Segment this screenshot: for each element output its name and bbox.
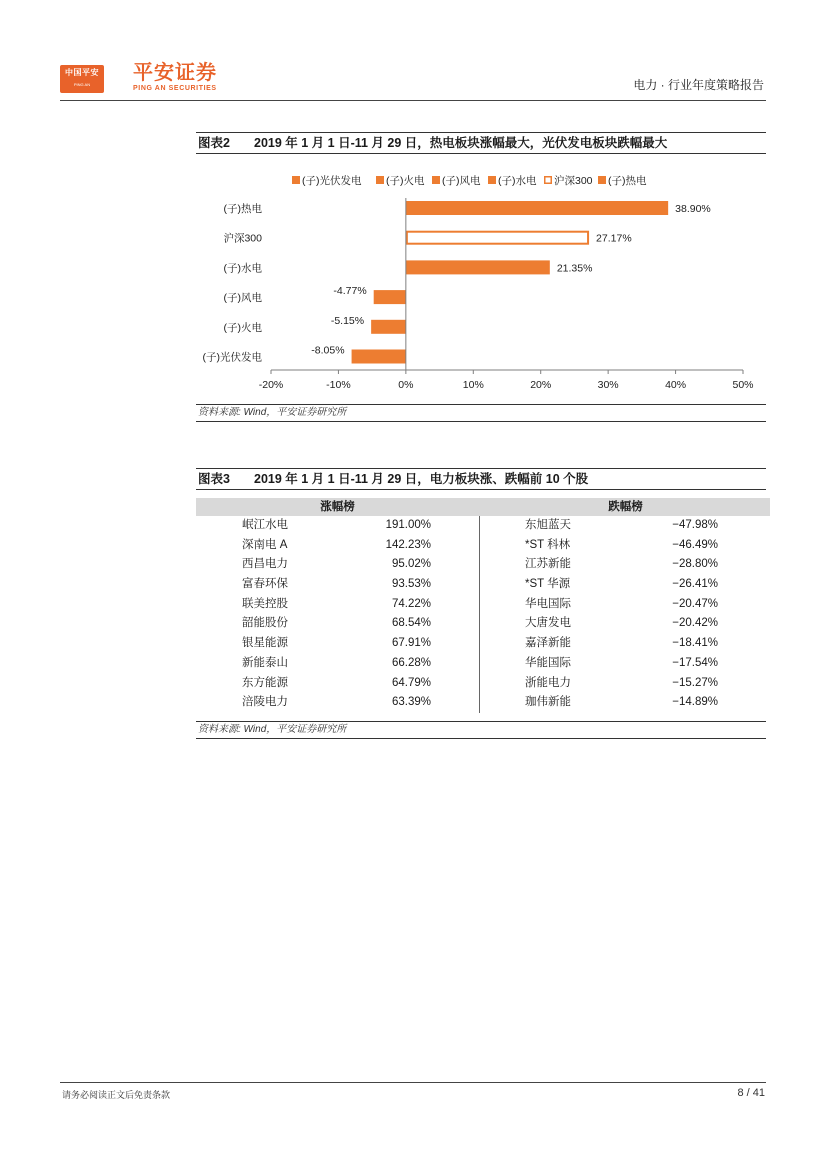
table-row (196, 654, 770, 674)
figure2-title: 2019 年 1 月 1 日-11 月 29 日，热电板块涨幅最大，光伏发电板块跌幅最大 (254, 136, 668, 150)
legend-label: (子)热电 (608, 175, 647, 187)
bar (406, 201, 668, 215)
gainer-name: 富春环保 (242, 578, 288, 591)
category-label: (子)风电 (223, 292, 262, 305)
gainer-change: 74.22% (391, 597, 431, 610)
loser-change: −28.80% (672, 558, 718, 571)
loser-name: 珈伟新能 (525, 696, 571, 709)
loser-name: 嘉泽新能 (525, 637, 571, 650)
category-label: (子)热电 (223, 203, 262, 215)
loser-change: −14.89% (672, 696, 718, 709)
gainer-name: 联美控股 (242, 597, 288, 610)
table-row (196, 516, 770, 536)
table-row (196, 536, 770, 556)
figure3-label: 图表3 (198, 472, 230, 486)
x-tick-label: 50% (732, 379, 754, 391)
table-row (196, 595, 770, 615)
legend-label: 沪深300 (554, 175, 593, 187)
loser-name: 大唐发电 (525, 617, 571, 630)
x-tick-label: 10% (462, 379, 484, 391)
loser-name: 江苏新能 (525, 558, 571, 571)
table-body (196, 516, 770, 713)
figure2-source (196, 405, 766, 421)
figure3-title: 2019 年 1 月 1 日-11 月 29 日，电力板块涨、跌幅前 10 个股 (254, 472, 589, 486)
legend-swatch (432, 176, 440, 184)
gainer-name: 韶能股份 (242, 617, 288, 630)
gainer-change: 63.39% (391, 696, 431, 709)
x-tick-label: -10% (326, 379, 351, 391)
gainer-change: 64.79% (391, 676, 431, 689)
ping-an-securities-logo (133, 62, 217, 93)
figure2-source-rule-bottom (196, 421, 766, 422)
gainer-name: 西昌电力 (242, 558, 288, 571)
bar (352, 350, 406, 364)
gainer-name: 银星能源 (242, 637, 288, 650)
logo-en-text: PING AN SECURITIES (133, 85, 217, 92)
loser-name: 华能国际 (525, 656, 571, 669)
footer-disclaimer: 请务必阅读正文后免责条款 (62, 1090, 171, 1100)
report-type: 电力 · 行业年度策略报告 (633, 78, 764, 92)
bar (371, 320, 406, 334)
loser-change: −20.42% (672, 617, 718, 630)
x-tick-label: -20% (258, 379, 284, 391)
gainer-name: 岷江水电 (242, 519, 288, 531)
loser-name: 浙能电力 (525, 676, 571, 689)
figure3-source (196, 722, 766, 738)
legend-label: (子)水电 (498, 175, 537, 187)
ping-an-group-logo (60, 65, 104, 93)
data-label: 27.17% (596, 232, 632, 245)
table-row (196, 674, 770, 694)
figure2-bar-chart (196, 160, 766, 392)
loser-name: 东旭蓝天 (525, 519, 571, 531)
gainer-change: 93.53% (391, 578, 431, 591)
legend-label: (子)光伏发电 (302, 175, 362, 187)
table-row (196, 575, 770, 595)
loser-change: −17.54% (672, 656, 718, 669)
table-header (196, 498, 770, 516)
data-label: 21.35% (556, 262, 593, 275)
legend-swatch (598, 176, 606, 184)
figure2-title-bar (196, 132, 766, 154)
page-header (60, 62, 766, 100)
data-label: -5.15% (330, 314, 365, 327)
category-label: (子)水电 (223, 262, 262, 275)
legend-label: (子)风电 (442, 175, 481, 187)
table-row (196, 693, 770, 713)
category-label: 沪深300 (223, 232, 262, 245)
figure3-title-bar (196, 468, 766, 490)
header-divider (60, 100, 766, 101)
loser-change: −26.41% (672, 578, 718, 591)
figure2-source-text: 资料来源: Wind，平安证券研究所 (198, 407, 347, 418)
loser-change: −20.47% (672, 597, 718, 610)
x-tick-label: 30% (597, 379, 619, 391)
category-label: (子)火电 (223, 321, 262, 334)
gainer-change: 191.00% (385, 519, 431, 531)
legend-swatch (292, 176, 300, 184)
gainer-change: 95.02% (391, 558, 431, 571)
logo-small-cn: 中国平安 (65, 68, 99, 77)
x-tick-label: 0% (398, 379, 414, 391)
gainer-name: 深南电 A (242, 538, 288, 551)
gainers-header: 涨幅榜 (320, 501, 355, 513)
figure2-label: 图表2 (198, 136, 230, 150)
table-row (196, 614, 770, 634)
x-tick-label: 20% (530, 379, 552, 391)
losers-header: 跌幅榜 (608, 501, 643, 513)
table-row (196, 634, 770, 654)
data-label: -4.77% (333, 285, 367, 298)
logo-small-en: PING AN (73, 82, 91, 87)
footer-divider (60, 1082, 766, 1083)
gainer-change: 68.54% (391, 617, 431, 630)
data-label: -8.05% (311, 344, 345, 357)
page-number: 8 / 41 (737, 1087, 765, 1099)
gainer-change: 66.28% (391, 656, 431, 669)
legend-swatch (488, 176, 496, 184)
loser-name: *ST 科林 (525, 538, 571, 551)
loser-change: −15.27% (672, 676, 718, 689)
loser-change: −46.49% (672, 538, 718, 551)
gainer-name: 东方能源 (242, 676, 288, 689)
gainer-change: 142.23% (385, 538, 431, 551)
gainer-name: 涪陵电力 (242, 696, 288, 709)
loser-name: 华电国际 (525, 597, 571, 610)
bar (406, 260, 550, 274)
bar (374, 290, 406, 304)
gainer-change: 67.91% (391, 637, 431, 650)
loser-change: −18.41% (672, 637, 718, 650)
table-row (196, 555, 770, 575)
figure3-source-rule-bottom (196, 738, 766, 739)
loser-name: *ST 华源 (525, 578, 571, 591)
bar (407, 232, 588, 244)
legend-label: (子)火电 (386, 175, 425, 187)
logo-cn-text: 平安证券 (133, 62, 217, 84)
category-label: (子)光伏发电 (202, 351, 262, 364)
data-label: 38.90% (675, 203, 711, 215)
x-tick-label: 40% (665, 379, 687, 391)
stock-ranking-table (196, 498, 770, 713)
loser-change: −47.98% (672, 519, 718, 531)
legend-swatch (545, 177, 552, 184)
figure3-source-text: 资料来源: Wind，平安证券研究所 (198, 724, 347, 735)
legend-swatch (376, 176, 384, 184)
gainer-name: 新能泰山 (242, 656, 288, 669)
